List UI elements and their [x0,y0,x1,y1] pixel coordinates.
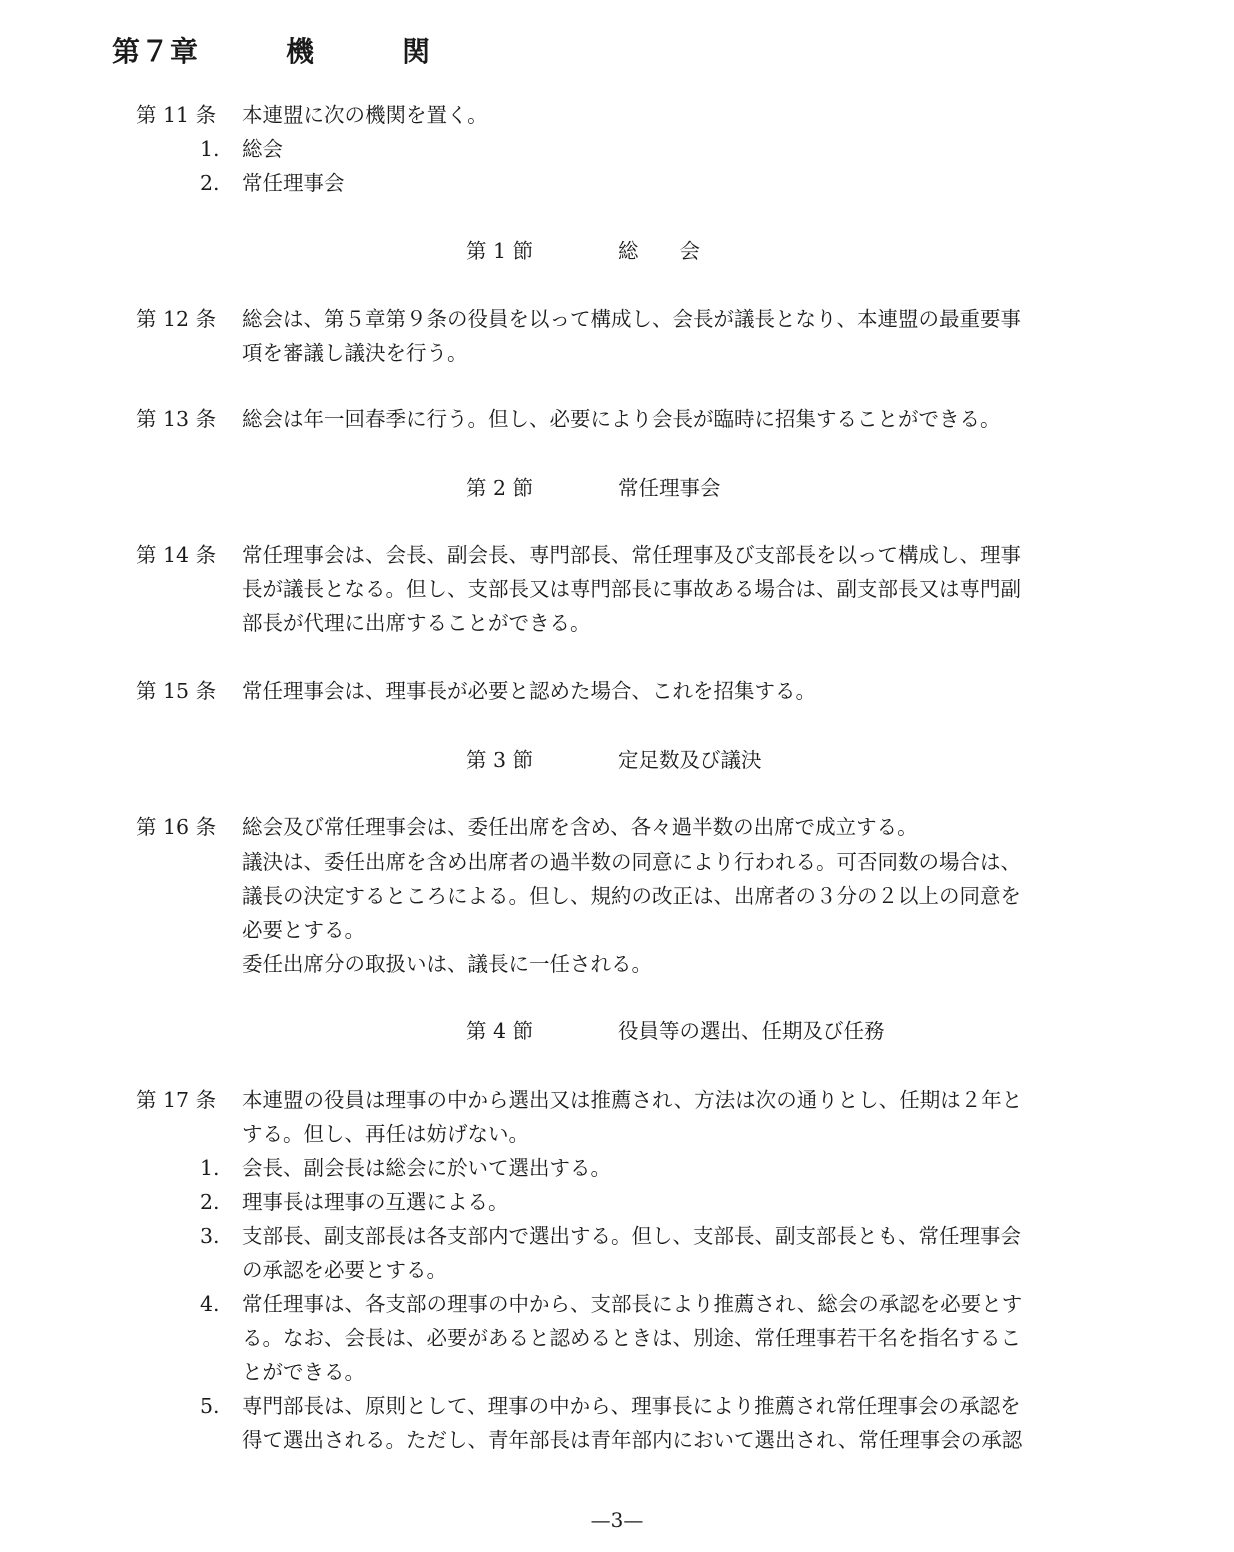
article-14-line-3: 部長が代理に出席することができる。 [242,611,591,635]
article-12-line-2: 項を審議し議決を行う。 [242,341,468,365]
section-3-number: 第 3 節 [466,748,534,772]
article-17-item-1-num: 1. [200,1156,220,1180]
article-16-line-4: 必要とする。 [242,918,365,942]
article-15-text: 常任理事会は、理事長が必要と認めた場合、これを招集する。 [242,679,816,703]
article-16-line-5: 委任出席分の取扱いは、議長に一任される。 [242,952,652,976]
article-16-label: 第 16 条 [136,815,217,839]
section-1-title: 総 会 [618,239,700,263]
article-17-label: 第 17 条 [136,1088,217,1112]
page-number: —3— [590,1508,644,1532]
section-1-number: 第 1 節 [466,239,534,263]
article-17-item-5-num: 5. [200,1394,220,1418]
article-14-label: 第 14 条 [136,543,217,567]
section-4-title: 役員等の選出、任期及び任務 [618,1019,885,1043]
article-14-line-2: 長が議長となる。但し、支部長又は専門部長に事故ある場合は、副支部長又は専門副 [242,577,1021,601]
article-17-item-1-text: 会長、副会長は総会に於いて選出する。 [242,1156,611,1180]
article-11-item-2-num: 2. [200,171,220,195]
article-11-text: 本連盟に次の機関を置く。 [242,103,488,127]
article-16-line-2: 議決は、委任出席を含め出席者の過半数の同意により行われる。可否同数の場合は、 [242,850,1021,874]
article-17-item-5-line-1: 専門部長は、原則として、理事の中から、理事長により推薦され常任理事会の承認を [242,1394,1021,1418]
article-11-item-1-text: 総会 [242,137,283,161]
article-17-item-3-num: 3. [200,1224,220,1248]
article-11-label: 第 11 条 [136,103,217,127]
article-15-label: 第 15 条 [136,679,217,703]
article-13-label: 第 13 条 [136,407,217,431]
article-17-item-4-line-1: 常任理事は、各支部の理事の中から、支部長により推薦され、総会の承認を必要とす [242,1292,1023,1316]
article-17-item-3-line-1: 支部長、副支部長は各支部内で選出する。但し、支部長、副支部長とも、常任理事会 [242,1224,1021,1248]
section-2-title: 常任理事会 [618,476,721,500]
article-11-item-1-num: 1. [200,137,220,161]
article-12-label: 第 12 条 [136,307,217,331]
article-17-item-4-line-2: る。なお、会長は、必要があると認めるときは、別途、常任理事若干名を指名するこ [242,1326,1021,1350]
article-16-line-3: 議長の決定するところによる。但し、規約の改正は、出席者の３分の２以上の同意を [242,884,1021,908]
article-17-item-2-num: 2. [200,1190,220,1214]
article-17-line-1: 本連盟の役員は理事の中から選出又は推薦され、方法は次の通りとし、任期は２年と [242,1088,1023,1112]
article-12-line-1: 総会は、第５章第９条の役員を以って構成し、会長が議長となり、本連盟の最重要事 [242,307,1021,331]
article-17-line-2: する。但し、再任は妨げない。 [242,1122,529,1146]
section-2-number: 第 2 節 [466,476,534,500]
article-17-item-3-line-2: の承認を必要とする。 [242,1258,447,1282]
article-17-item-4-num: 4. [200,1292,220,1316]
article-13-text: 総会は年一回春季に行う。但し、必要により会長が臨時に招集することができる。 [242,407,1001,431]
article-17-item-2-text: 理事長は理事の互選による。 [242,1190,509,1214]
article-11-item-2-text: 常任理事会 [242,171,345,195]
section-4-number: 第 4 節 [466,1019,534,1043]
section-3-title: 定足数及び議決 [618,748,762,772]
chapter-title: 第７章 機 関 [112,35,432,68]
article-16-line-1: 総会及び常任理事会は、委任出席を含め、各々過半数の出席で成立する。 [242,815,918,839]
article-17-item-4-line-3: とができる。 [242,1360,365,1384]
article-17-item-5-line-2: 得て選出される。ただし、青年部長は青年部内において選出され、常任理事会の承認 [242,1428,1023,1452]
article-14-line-1: 常任理事会は、会長、副会長、専門部長、常任理事及び支部長を以って構成し、理事 [242,543,1021,567]
